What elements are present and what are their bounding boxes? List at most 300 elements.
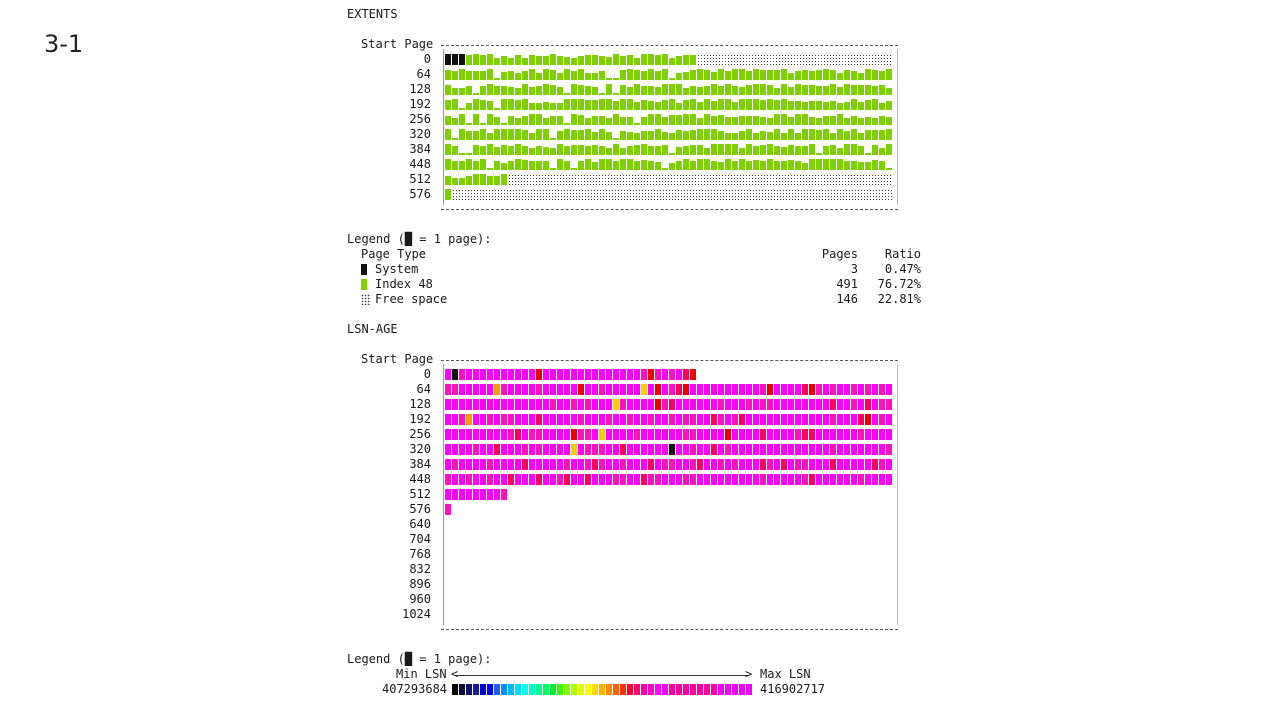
lsn-page-mark — [620, 384, 626, 395]
lsn-page-mark — [480, 369, 486, 380]
index-page-mark — [592, 73, 598, 80]
lsn-page-mark — [858, 399, 864, 410]
lsn-page-mark — [753, 399, 759, 410]
index-page-mark — [620, 70, 626, 80]
index-page-mark — [837, 103, 843, 110]
lsn-page-mark — [557, 414, 563, 425]
lsn-page-mark — [655, 444, 661, 455]
extents-legend-name: System — [375, 262, 419, 276]
lsn-page-mark — [557, 474, 563, 485]
index-page-mark — [627, 146, 633, 155]
lsn-page-mark — [522, 384, 528, 395]
index-page-mark — [711, 116, 717, 125]
lsn-page-mark — [802, 399, 808, 410]
index-page-mark — [473, 99, 479, 110]
lsn-page-mark — [844, 399, 850, 410]
lsn-page-mark — [543, 384, 549, 395]
index-page-mark — [760, 131, 766, 140]
lsn-page-mark — [767, 384, 773, 395]
lsn-page-mark — [480, 444, 486, 455]
index-page-mark — [529, 103, 535, 110]
lsn-page-mark — [655, 399, 661, 410]
index-page-mark — [760, 100, 766, 110]
lsn-page-mark — [676, 369, 682, 380]
index-page-mark — [536, 86, 542, 95]
lsn-row-label: 576 — [409, 502, 431, 516]
lsn-page-mark — [606, 444, 612, 455]
lsn-page-mark — [816, 384, 822, 395]
lsn-page-mark — [732, 474, 738, 485]
lsn-page-mark — [774, 384, 780, 395]
lsn-page-mark — [662, 369, 668, 380]
lsn-page-mark — [711, 474, 717, 485]
index-page-mark — [501, 123, 507, 125]
index-page-mark — [858, 118, 864, 125]
index-page-mark — [830, 133, 836, 140]
index-page-mark — [452, 118, 458, 125]
lsn-page-mark — [529, 444, 535, 455]
index-page-mark — [445, 70, 451, 80]
lsn-page-mark — [613, 444, 619, 455]
index-page-mark — [529, 114, 535, 125]
lsn-page-mark — [536, 429, 542, 440]
index-page-mark — [725, 84, 731, 95]
lsn-page-mark — [648, 369, 654, 380]
lsn-page-mark — [732, 444, 738, 455]
index-page-mark — [655, 114, 661, 125]
lsn-page-mark — [606, 384, 612, 395]
lsn-page-mark — [879, 384, 885, 395]
index-page-mark — [620, 159, 626, 170]
extents-title: EXTENTS — [347, 7, 398, 21]
index-page-mark — [690, 145, 696, 155]
lsn-page-mark — [473, 429, 479, 440]
lsn-page-mark — [704, 429, 710, 440]
index-page-mark — [529, 69, 535, 80]
lsn-page-mark — [445, 444, 451, 455]
lsn-page-mark — [508, 399, 514, 410]
index-page-mark — [606, 159, 612, 170]
lsn-page-mark — [830, 399, 836, 410]
index-page-mark — [613, 138, 619, 140]
index-page-mark — [697, 118, 703, 125]
index-page-mark — [557, 56, 563, 65]
lsn-page-mark — [585, 444, 591, 455]
index-page-mark — [459, 108, 465, 110]
index-page-mark — [592, 55, 598, 65]
lsn-page-mark — [627, 384, 633, 395]
lsn-legend-title: Legend (█ = 1 page): — [347, 652, 492, 666]
lsn-page-mark — [634, 369, 640, 380]
lsn-page-mark — [858, 474, 864, 485]
index-page-mark — [529, 87, 535, 95]
lsn-page-mark — [557, 384, 563, 395]
lsn-page-mark — [452, 414, 458, 425]
index-page-mark — [494, 78, 500, 80]
lsn-page-mark — [543, 444, 549, 455]
lsn-page-mark — [886, 384, 892, 395]
index-page-mark — [634, 123, 640, 125]
lsn-page-mark — [809, 444, 815, 455]
lsn-page-mark — [760, 399, 766, 410]
lsn-page-mark — [634, 429, 640, 440]
lsn-page-mark — [515, 444, 521, 455]
lsn-page-mark — [564, 384, 570, 395]
lsn-page-mark — [459, 369, 465, 380]
lsn-page-mark — [564, 459, 570, 470]
index-page-mark — [844, 161, 850, 170]
index-page-mark — [830, 70, 836, 80]
index-page-mark — [452, 88, 458, 95]
lsn-page-mark — [473, 474, 479, 485]
lsn-page-mark — [844, 384, 850, 395]
index-page-mark — [788, 117, 794, 125]
lsn-gradient-step — [697, 684, 703, 695]
index-page-mark — [494, 117, 500, 125]
lsn-row-label: 768 — [409, 547, 431, 561]
index-page-mark — [858, 162, 864, 170]
index-page-mark — [557, 87, 563, 95]
lsn-page-mark — [718, 414, 724, 425]
lsn-page-mark — [690, 384, 696, 395]
index-page-mark — [774, 88, 780, 95]
lsn-page-mark — [613, 429, 619, 440]
index-page-mark — [774, 114, 780, 125]
lsn-page-mark — [697, 474, 703, 485]
index-page-mark — [445, 144, 451, 155]
lsn-page-mark — [501, 369, 507, 380]
lsn-page-mark — [795, 459, 801, 470]
lsn-page-mark — [851, 414, 857, 425]
index-page-mark — [585, 55, 591, 65]
index-page-mark — [508, 161, 514, 170]
lsn-page-mark — [760, 384, 766, 395]
lsn-gradient-step — [473, 684, 479, 695]
lsn-page-mark — [823, 474, 829, 485]
lsn-page-mark — [809, 414, 815, 425]
lsn-page-mark — [669, 444, 675, 455]
index-page-mark — [739, 131, 745, 140]
index-page-mark — [515, 100, 521, 110]
lsn-gradient-step — [711, 684, 717, 695]
lsn-page-mark — [683, 459, 689, 470]
index-page-mark — [620, 99, 626, 110]
lsn-page-mark — [480, 489, 486, 500]
index-page-mark — [690, 55, 696, 65]
index-page-mark — [592, 100, 598, 110]
index-page-mark — [760, 70, 766, 80]
lsn-page-mark — [522, 399, 528, 410]
lsn-page-mark — [676, 444, 682, 455]
lsn-page-mark — [830, 384, 836, 395]
lsn-page-mark — [760, 474, 766, 485]
index-page-mark — [501, 86, 507, 95]
index-page-mark — [725, 159, 731, 170]
lsn-page-mark — [536, 384, 542, 395]
lsn-page-mark — [683, 444, 689, 455]
lsn-page-mark — [788, 399, 794, 410]
lsn-page-mark — [725, 429, 731, 440]
index-page-mark — [536, 103, 542, 110]
arrow-left-head-icon: < — [451, 667, 459, 681]
lsn-page-mark — [704, 474, 710, 485]
index-page-mark — [823, 69, 829, 80]
index-page-mark — [522, 84, 528, 95]
index-page-mark — [865, 153, 871, 155]
index-page-mark — [459, 129, 465, 140]
lsn-page-mark — [480, 399, 486, 410]
index-page-mark — [718, 131, 724, 140]
lsn-gradient-step — [459, 684, 465, 695]
index-page-mark — [599, 56, 605, 65]
lsn-page-mark — [529, 414, 535, 425]
lsn-page-mark — [494, 429, 500, 440]
lsn-gradient-step — [564, 684, 570, 695]
lsn-page-mark — [851, 444, 857, 455]
index-page-mark — [522, 130, 528, 140]
lsn-age-title: LSN-AGE — [347, 322, 398, 336]
lsn-page-mark — [571, 474, 577, 485]
lsn-page-mark — [550, 429, 556, 440]
lsn-page-mark — [480, 384, 486, 395]
lsn-page-mark — [634, 459, 640, 470]
lsn-page-mark — [739, 444, 745, 455]
lsn-page-mark — [879, 399, 885, 410]
extents-legend-ratio: 0.47% — [884, 262, 921, 276]
lsn-row-label: 128 — [409, 397, 431, 411]
index-page-mark — [767, 118, 773, 125]
index-page-mark — [550, 116, 556, 125]
index-page-mark — [564, 123, 570, 125]
lsn-page-mark — [522, 429, 528, 440]
index-page-mark — [774, 146, 780, 155]
index-page-mark — [599, 159, 605, 170]
index-page-mark — [683, 72, 689, 80]
lsn-page-mark — [501, 474, 507, 485]
lsn-page-mark — [655, 414, 661, 425]
lsn-page-mark — [445, 489, 451, 500]
index-page-mark — [641, 54, 647, 65]
index-page-mark — [746, 71, 752, 80]
index-page-mark — [606, 148, 612, 155]
index-page-mark — [767, 99, 773, 110]
lsn-page-mark — [592, 459, 598, 470]
index-page-mark — [480, 55, 486, 65]
index-page-mark — [571, 58, 577, 65]
lsn-page-mark — [774, 399, 780, 410]
lsn-page-mark — [648, 459, 654, 470]
lsn-page-mark — [690, 414, 696, 425]
lsn-page-mark — [473, 414, 479, 425]
lsn-page-mark — [480, 429, 486, 440]
index-page-mark — [585, 73, 591, 80]
free-space-mark — [508, 174, 893, 185]
index-page-mark — [795, 71, 801, 80]
index-page-mark — [550, 138, 556, 140]
lsn-page-mark — [683, 414, 689, 425]
index-page-mark — [725, 133, 731, 140]
index-page-mark — [788, 160, 794, 170]
index-page-mark — [753, 116, 759, 125]
lsn-page-mark — [739, 474, 745, 485]
lsn-page-mark — [592, 384, 598, 395]
lsn-page-mark — [879, 429, 885, 440]
extents-legend-name: Index 48 — [375, 277, 433, 291]
index-page-mark — [683, 131, 689, 140]
lsn-page-mark — [515, 414, 521, 425]
lsn-page-mark — [753, 459, 759, 470]
index-page-mark — [767, 85, 773, 95]
extents-row-label: 64 — [416, 67, 431, 81]
lsn-page-mark — [711, 384, 717, 395]
lsn-page-mark — [641, 459, 647, 470]
lsn-page-mark — [872, 444, 878, 455]
lsn-page-mark — [487, 474, 493, 485]
index-page-mark — [487, 101, 493, 110]
lsn-page-mark — [704, 444, 710, 455]
lsn-page-mark — [620, 414, 626, 425]
index-page-mark — [599, 129, 605, 140]
lsn-page-mark — [578, 459, 584, 470]
lsn-page-mark — [662, 414, 668, 425]
lsn-page-mark — [501, 429, 507, 440]
index-page-mark — [578, 56, 584, 65]
index-page-mark — [886, 117, 892, 125]
lsn-page-mark — [823, 414, 829, 425]
lsn-page-mark — [452, 399, 458, 410]
index-page-mark — [501, 72, 507, 80]
index-page-mark — [886, 101, 892, 110]
index-page-mark — [816, 86, 822, 95]
lsn-gradient-step — [585, 684, 591, 695]
index-page-mark — [550, 148, 556, 155]
index-page-mark — [648, 69, 654, 80]
lsn-page-mark — [585, 384, 591, 395]
lsn-page-mark — [522, 444, 528, 455]
lsn-page-mark — [564, 429, 570, 440]
index-page-mark — [795, 161, 801, 170]
index-page-mark — [550, 168, 556, 170]
index-page-mark — [816, 159, 822, 170]
lsn-page-mark — [452, 444, 458, 455]
lsn-page-mark — [816, 414, 822, 425]
index-page-mark — [515, 73, 521, 80]
index-page-mark — [613, 144, 619, 155]
lsn-gradient-step — [627, 684, 633, 695]
index-page-mark — [627, 69, 633, 80]
lsn-page-mark — [655, 459, 661, 470]
index-page-mark — [634, 58, 640, 65]
lsn-page-mark — [732, 459, 738, 470]
index-page-mark — [725, 99, 731, 110]
lsn-page-mark — [459, 489, 465, 500]
lsn-page-mark — [515, 474, 521, 485]
index-page-mark — [823, 86, 829, 95]
lsn-page-mark — [767, 444, 773, 455]
index-page-mark — [802, 85, 808, 95]
lsn-range-arrow — [455, 675, 749, 676]
index-page-mark — [732, 102, 738, 110]
lsn-page-mark — [557, 444, 563, 455]
index-page-mark — [732, 144, 738, 155]
lsn-page-mark — [837, 459, 843, 470]
index-page-mark — [487, 114, 493, 125]
index-page-mark — [760, 145, 766, 155]
index-page-mark — [571, 84, 577, 95]
index-page-mark — [781, 147, 787, 155]
lsn-page-mark — [816, 399, 822, 410]
index-page-mark — [445, 116, 451, 125]
index-page-mark — [459, 153, 465, 155]
lsn-page-mark — [494, 414, 500, 425]
lsn-page-mark — [536, 474, 542, 485]
lsn-page-mark — [466, 429, 472, 440]
lsn-page-mark — [606, 474, 612, 485]
lsn-row-label: 512 — [409, 487, 431, 501]
index-page-mark — [732, 86, 738, 95]
lsn-page-mark — [487, 384, 493, 395]
lsn-gradient-step — [522, 684, 528, 695]
index-page-mark — [697, 159, 703, 170]
index-page-mark — [802, 70, 808, 80]
lsn-page-mark — [690, 444, 696, 455]
index-page-mark — [473, 71, 479, 80]
lsn-page-mark — [550, 399, 556, 410]
lsn-page-mark — [592, 369, 598, 380]
index-page-mark — [662, 117, 668, 125]
lsn-page-mark — [564, 414, 570, 425]
lsn-page-mark — [578, 369, 584, 380]
lsn-page-mark — [858, 459, 864, 470]
index-page-mark — [788, 145, 794, 155]
lsn-gradient-step — [690, 684, 696, 695]
index-page-mark — [557, 131, 563, 140]
index-page-mark — [655, 146, 661, 155]
index-page-mark — [739, 87, 745, 95]
index-page-mark — [879, 148, 885, 155]
lsn-page-mark — [851, 399, 857, 410]
lsn-page-mark — [452, 429, 458, 440]
index-page-mark — [746, 85, 752, 95]
index-page-mark — [851, 116, 857, 125]
index-page-mark — [725, 144, 731, 155]
index-swatch-icon — [361, 279, 367, 290]
lsn-page-mark — [760, 444, 766, 455]
lsn-page-mark — [466, 444, 472, 455]
index-page-mark — [606, 118, 612, 125]
lsn-page-mark — [655, 369, 661, 380]
lsn-page-mark — [788, 414, 794, 425]
lsn-row-label: 192 — [409, 412, 431, 426]
index-page-mark — [634, 102, 640, 110]
lsn-page-mark — [865, 414, 871, 425]
index-page-mark — [536, 73, 542, 80]
lsn-page-mark — [711, 414, 717, 425]
lsn-page-mark — [886, 474, 892, 485]
index-page-mark — [844, 84, 850, 95]
lsn-page-mark — [487, 459, 493, 470]
index-page-mark — [494, 147, 500, 155]
index-page-mark — [529, 133, 535, 140]
lsn-gradient-step — [452, 684, 458, 695]
index-page-mark — [494, 176, 500, 185]
index-page-mark — [585, 100, 591, 110]
lsn-gradient-step — [725, 684, 731, 695]
lsn-page-mark — [445, 429, 451, 440]
lsn-page-mark — [774, 474, 780, 485]
lsn-page-mark — [704, 459, 710, 470]
lsn-page-mark — [585, 429, 591, 440]
